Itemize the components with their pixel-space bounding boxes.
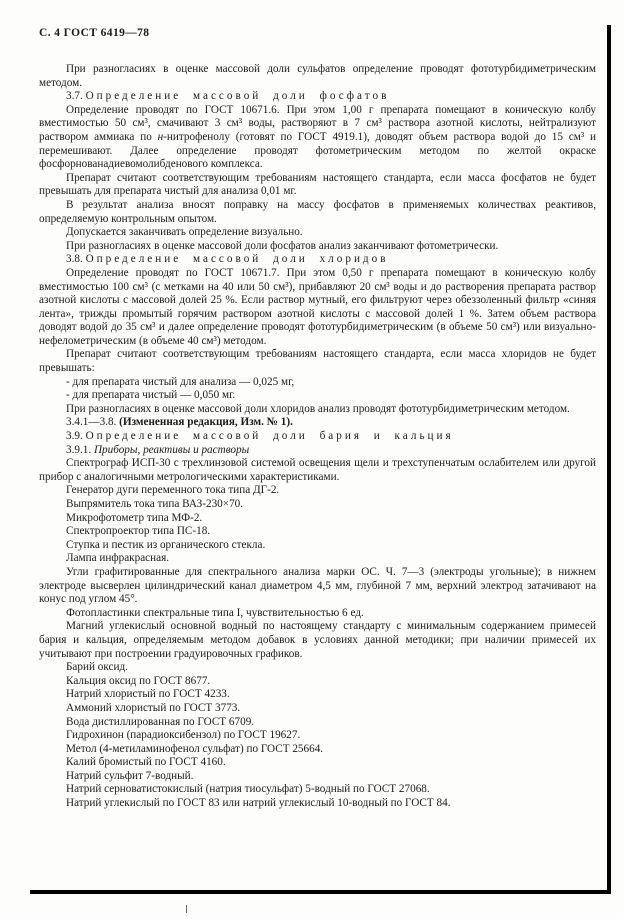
text-run: При разногласиях в оценке массовой доли сульфатов определение проводят фототурбидиметрическим методом. (39, 63, 596, 89)
text-run: Определение проводят по ГОСТ 10671.6. При этом 1,00 г препарата помещают в коническую колбу вместимостью 50 см³, смачивают 3 см³ воды, растворяют в 7 см³ раствора азотной кислоты, нейтрализуют раствором аммиака по (39, 103, 596, 143)
paragraph (39, 539, 596, 553)
page-header: С. 4 ГОСТ 6419—78 (39, 27, 150, 39)
text-run: Натрий серноватистокислый (натрия тиосульфат) 5-водный по ГОСТ 27068. (66, 783, 430, 796)
text-run: Фотопластинки спектральные типа I, чувствительностью 6 ед. (66, 606, 364, 619)
paragraph (39, 403, 596, 417)
paragraph (39, 661, 596, 675)
paragraph (39, 498, 596, 512)
section-heading-3-8 (39, 253, 596, 267)
text-run: Метол (4-метиламинофенол сульфат) по ГОСТ 25664. (66, 742, 324, 755)
paragraph (39, 226, 596, 240)
section-heading-3-7 (39, 90, 596, 104)
text-run: Аммоний хлористый по ГОСТ 3773. (66, 701, 241, 714)
text-run: Ступка и пестик из органического стекла. (66, 538, 266, 551)
text-run: Определение массовой доли хлоридов (85, 253, 389, 266)
text-run: При разногласиях в оценке массовой доли фосфатов анализ заканчивают фотометрически. (66, 239, 499, 252)
text-run: Натрий хлористый по ГОСТ 4233. (66, 688, 230, 701)
text-run: Угли графитированные для спектрального анализа марки ОС. Ч. 7—3 (электроды угольные); в нижнем электроде высверлен цилиндрический канал диаметром 4,5 мм, глубиной 7 мм, верхний электрод затачивают на конус под углом 45°. (39, 565, 596, 606)
text-run: Генератор дуги переменного тока типа ДГ-2. (66, 484, 280, 497)
text-run: -нитрофенолу (готовят по ГОСТ 4919.1), доводят объем раствора водой до 15 см³ и перемешивают. Далее определение проводят фотометрическим методом по желтой окраске фосфорнованадиевомолибденового комплекса. (39, 130, 596, 171)
paragraph (39, 348, 596, 375)
section-heading-3-9 (39, 430, 596, 444)
text-run: Натрий сульфит 7-водный. (66, 769, 194, 782)
paragraph (39, 484, 596, 498)
text-run: Спектрограф ИСП-30 с трехлинзовой системой освещения щели и трехступенчатым ослабителем или другой прибор с аналогичными метрологическими характеристиками. (39, 457, 596, 483)
paragraph (39, 525, 596, 539)
paragraph (39, 199, 596, 226)
paragraph (39, 512, 596, 526)
text-run: Определение проводят по ГОСТ 10671.7. При этом 0,50 г препарата помещают в коническую колбу вместимостью 100 см³ (с метками на 40 или 50 см³), прибавляют 20 см³ воды и до растворения препарата раствор азотной кислоты с массовой долей 25 %. Если раствор мутный, его фильтруют через обеззоленный фильтр «синяя лента», трижды промытый горячим раствором азотной кислоты с массовой долей 1 %. Затем объем раствора доводят водой до 35 см³ и далее определение проводят фототурбидиметрическим (в объеме 50 см³) или визуально-нефелометрическим (в объеме 40 см³) методом. (39, 266, 596, 347)
paragraph (39, 566, 596, 607)
text-run: Микрофотометр типа МФ-2. (66, 511, 203, 524)
paragraph (39, 607, 596, 621)
text-run: Приборы, реактивы и растворы (93, 443, 250, 456)
paragraph (39, 267, 596, 349)
paragraph (39, 675, 596, 689)
scan-mark (186, 905, 187, 913)
text-run: - для препарата чистый — 0,050 мг. (66, 389, 236, 402)
paragraph (39, 63, 596, 90)
text-run: Кальция оксид по ГОСТ 8677. (66, 674, 211, 687)
text-run: н (157, 130, 164, 143)
text-run: Вода дистиллированная по ГОСТ 6709. (66, 715, 255, 728)
text-run: 3.7. (66, 90, 86, 103)
paragraph (39, 797, 596, 811)
text-run: Магний углекислый основной водный по настоящему стандарту с минимальным содержанием примесей бария и кальция, определяемым методом добавок в условиях данной методики; при наличии примесей их учитывают при построении градуировочных графиков. (39, 620, 596, 660)
text-run: Определение массовой доли бария и кальция (85, 430, 454, 443)
paragraph (39, 783, 596, 797)
text-run: Спектропроектор типа ПС-18. (66, 525, 211, 538)
paragraph (39, 729, 596, 743)
paragraph (39, 688, 596, 702)
text-run: Препарат считают соответствующим требованиям настоящего стандарта, если масса фосфатов не будет превышать для препарата чистый для анализа 0,01 мг. (39, 171, 596, 198)
subsection-heading-3-9-1 (39, 444, 596, 458)
text-run: Выпрямитель тока типа ВАЗ-230×70. (66, 498, 244, 510)
text-run: Натрий углекислый по ГОСТ 83 или натрий углекислый 10-водный по ГОСТ 84. (66, 797, 451, 810)
text-run: (Измененная редакция, Изм. № 1). (119, 416, 293, 429)
list-item (39, 376, 596, 390)
text-run: 3.4.1—3.8. (66, 416, 120, 429)
text-run: Допускается заканчивать определение визуально. (66, 226, 303, 239)
paragraph (39, 743, 596, 757)
text-run: Препарат считают соответствующим требованиям настоящего стандарта, если масса хлоридов не будет превышать: (39, 348, 596, 375)
scan-edge-right (607, 25, 611, 893)
paragraph (39, 552, 596, 566)
text-run: - для препарата чистый для анализа — 0,025 мг, (66, 375, 295, 388)
document-body (39, 63, 596, 811)
paragraph (39, 457, 596, 484)
text-run: 3.9.1. (66, 443, 94, 456)
text-run: Определение массовой доли фосфатов (85, 90, 390, 103)
text-run: 3.8. (66, 253, 86, 266)
text-run: Гидрохинон (парадиоксибензол) по ГОСТ 19627. (66, 729, 301, 742)
paragraph (39, 702, 596, 716)
paragraph (39, 104, 596, 172)
text-run: При разногласиях в оценке массовой доли хлоридов анализ проводят фототурбидиметрическим методом. (66, 402, 570, 415)
text-run: В результат анализа вносят поправку на массу фосфатов в применяемых количествах реактивов, определяемую контрольным опытом. (39, 198, 596, 225)
paragraph (39, 620, 596, 661)
text-run: Калий бромистый по ГОСТ 4160. (66, 756, 226, 769)
text-run: Лампа инфракрасная. (66, 552, 170, 565)
paragraph (39, 756, 596, 770)
paragraph (39, 770, 596, 784)
list-item (39, 389, 596, 403)
scan-edge-bottom (30, 890, 611, 894)
text-run: Барий оксид. (66, 661, 128, 674)
paragraph (39, 716, 596, 730)
amendment-note (39, 416, 596, 430)
paragraph (39, 240, 596, 254)
text-run: 3.9. (66, 430, 86, 443)
paragraph (39, 172, 596, 199)
